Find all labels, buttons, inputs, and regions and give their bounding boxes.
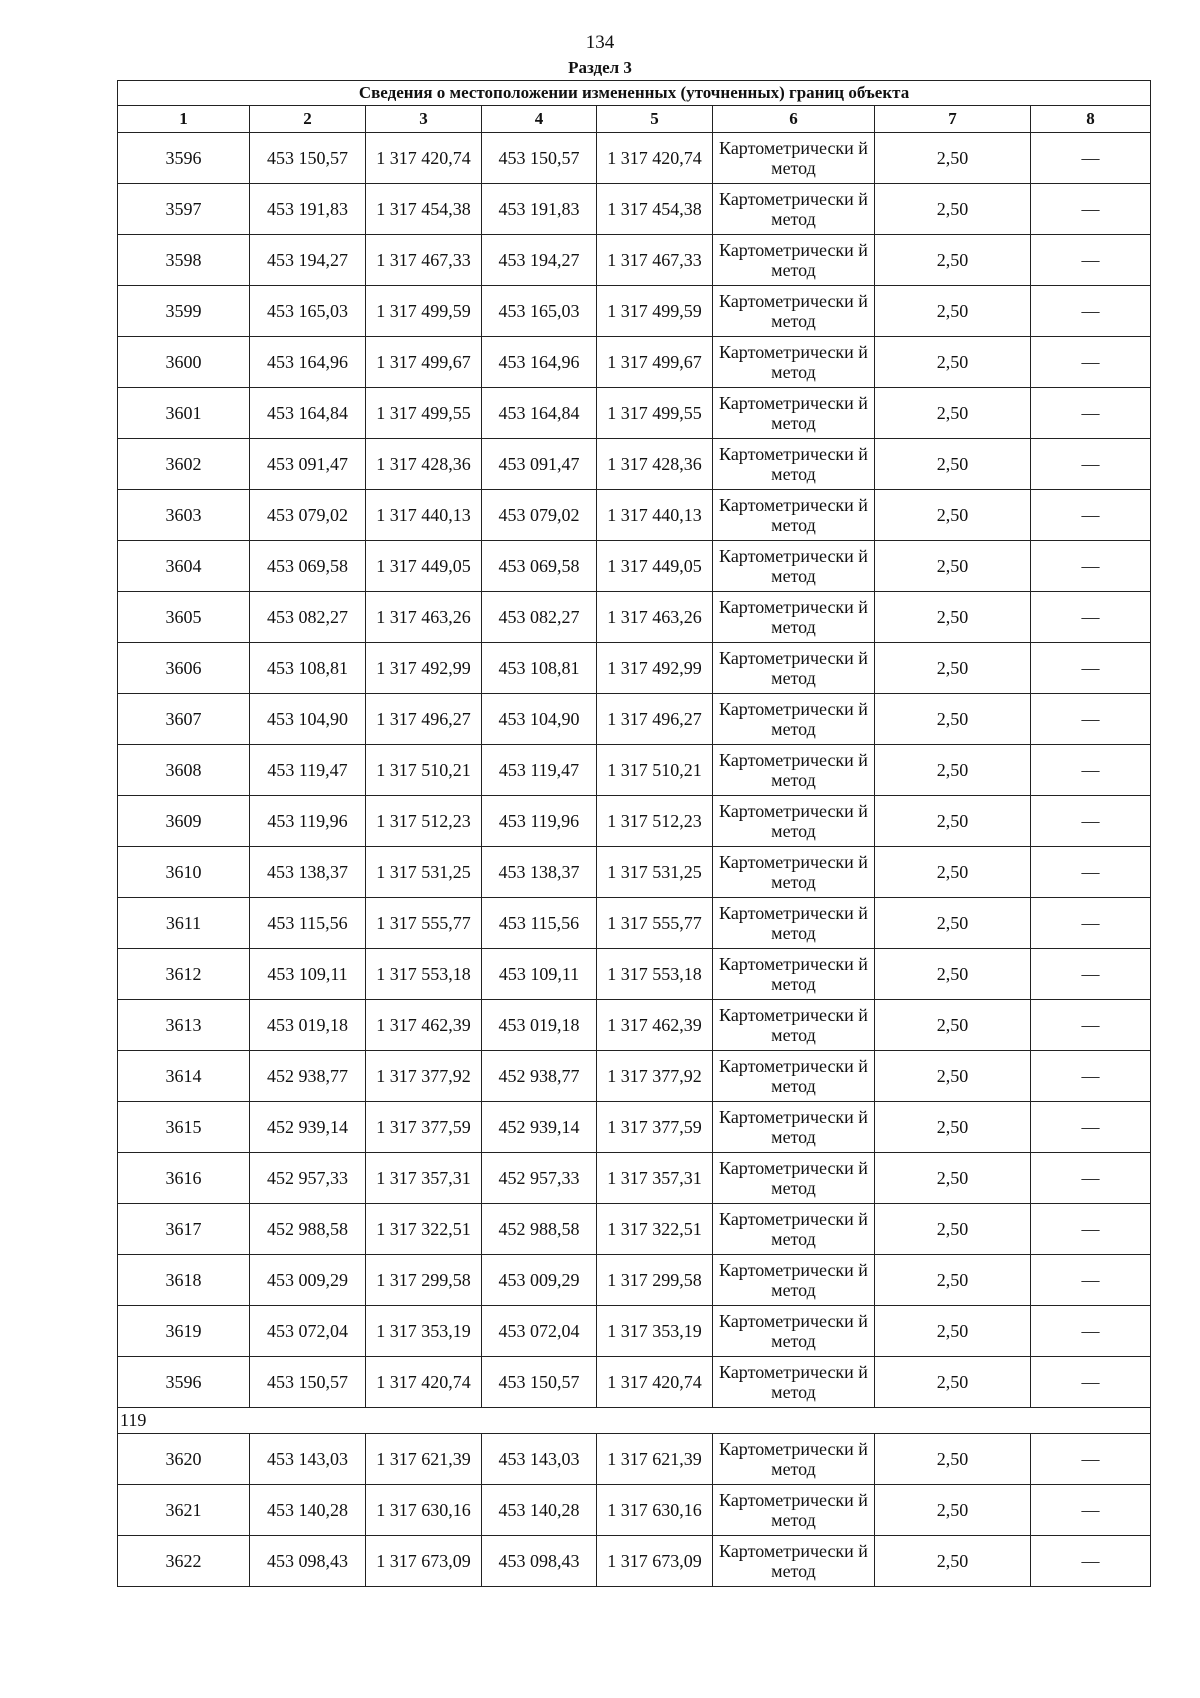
description-cell: — bbox=[1031, 1000, 1151, 1051]
x-new-cell: 452 939,14 bbox=[482, 1102, 597, 1153]
description-cell: — bbox=[1031, 235, 1151, 286]
y-existing-cell: 1 317 420,74 bbox=[366, 133, 482, 184]
method-cell: Картометрически й метод bbox=[713, 337, 875, 388]
x-new-cell: 453 009,29 bbox=[482, 1255, 597, 1306]
description-cell: — bbox=[1031, 490, 1151, 541]
precision-cell: 2,50 bbox=[875, 439, 1031, 490]
table-row bbox=[118, 184, 1151, 235]
point-number-cell: 3615 bbox=[118, 1102, 250, 1153]
y-new-cell: 1 317 454,38 bbox=[597, 184, 713, 235]
y-new-cell: 1 317 467,33 bbox=[597, 235, 713, 286]
section-title: Раздел 3 bbox=[568, 58, 632, 77]
point-number-cell: 3603 bbox=[118, 490, 250, 541]
x-existing-cell: 453 109,11 bbox=[250, 949, 366, 1000]
method-cell: Картометрически й метод bbox=[713, 184, 875, 235]
description-cell: — bbox=[1031, 133, 1151, 184]
y-existing-cell: 1 317 357,31 bbox=[366, 1153, 482, 1204]
y-existing-cell: 1 317 353,19 bbox=[366, 1306, 482, 1357]
method-cell: Картометрически й метод bbox=[713, 1102, 875, 1153]
method-cell: Картометрически й метод bbox=[713, 796, 875, 847]
method-cell: Картометрически й метод bbox=[713, 1255, 875, 1306]
precision-cell: 2,50 bbox=[875, 133, 1031, 184]
table-row bbox=[118, 1102, 1151, 1153]
point-number-cell: 3608 bbox=[118, 745, 250, 796]
method-cell: Картометрически й метод bbox=[713, 388, 875, 439]
precision-cell: 2,50 bbox=[875, 1204, 1031, 1255]
description-cell: — bbox=[1031, 745, 1151, 796]
table-row bbox=[118, 1204, 1151, 1255]
y-new-cell: 1 317 440,13 bbox=[597, 490, 713, 541]
y-existing-cell: 1 317 322,51 bbox=[366, 1204, 482, 1255]
precision-cell: 2,50 bbox=[875, 745, 1031, 796]
point-number-cell: 3609 bbox=[118, 796, 250, 847]
y-existing-cell: 1 317 377,92 bbox=[366, 1051, 482, 1102]
point-number-cell: 3607 bbox=[118, 694, 250, 745]
point-group-2 bbox=[118, 1434, 1151, 1587]
y-new-cell: 1 317 621,39 bbox=[597, 1434, 713, 1485]
page-number: 134 bbox=[585, 32, 615, 53]
y-new-cell: 1 317 353,19 bbox=[597, 1306, 713, 1357]
table-row bbox=[118, 1051, 1151, 1102]
x-new-cell: 453 082,27 bbox=[482, 592, 597, 643]
table-caption: Сведения о местоположении измененных (уточненных) границ объекта bbox=[118, 81, 1151, 106]
x-existing-cell: 452 988,58 bbox=[250, 1204, 366, 1255]
method-cell: Картометрически й метод bbox=[713, 490, 875, 541]
description-cell: — bbox=[1031, 1153, 1151, 1204]
y-existing-cell: 1 317 377,59 bbox=[366, 1102, 482, 1153]
y-existing-cell: 1 317 496,27 bbox=[366, 694, 482, 745]
table-row bbox=[118, 1153, 1151, 1204]
group-label: 119 bbox=[118, 1408, 1151, 1434]
description-cell: — bbox=[1031, 541, 1151, 592]
point-number-cell: 3616 bbox=[118, 1153, 250, 1204]
y-existing-cell: 1 317 499,59 bbox=[366, 286, 482, 337]
description-cell: — bbox=[1031, 898, 1151, 949]
y-existing-cell: 1 317 420,74 bbox=[366, 1357, 482, 1408]
precision-cell: 2,50 bbox=[875, 1153, 1031, 1204]
point-number-cell: 3620 bbox=[118, 1434, 250, 1485]
description-cell: — bbox=[1031, 847, 1151, 898]
coordinates-table bbox=[117, 80, 1151, 1587]
precision-cell: 2,50 bbox=[875, 541, 1031, 592]
y-existing-cell: 1 317 531,25 bbox=[366, 847, 482, 898]
column-number: 1 bbox=[118, 106, 250, 133]
x-existing-cell: 453 082,27 bbox=[250, 592, 366, 643]
table-row bbox=[118, 1536, 1151, 1587]
point-number-cell: 3612 bbox=[118, 949, 250, 1000]
y-new-cell: 1 317 428,36 bbox=[597, 439, 713, 490]
precision-cell: 2,50 bbox=[875, 1485, 1031, 1536]
x-new-cell: 453 115,56 bbox=[482, 898, 597, 949]
x-new-cell: 453 069,58 bbox=[482, 541, 597, 592]
table-row bbox=[118, 745, 1151, 796]
point-number-cell: 3606 bbox=[118, 643, 250, 694]
x-new-cell: 453 098,43 bbox=[482, 1536, 597, 1587]
y-new-cell: 1 317 555,77 bbox=[597, 898, 713, 949]
point-number-cell: 3605 bbox=[118, 592, 250, 643]
table-row bbox=[118, 898, 1151, 949]
description-cell: — bbox=[1031, 796, 1151, 847]
precision-cell: 2,50 bbox=[875, 1051, 1031, 1102]
description-cell: — bbox=[1031, 1051, 1151, 1102]
method-cell: Картометрически й метод bbox=[713, 133, 875, 184]
x-existing-cell: 453 098,43 bbox=[250, 1536, 366, 1587]
precision-cell: 2,50 bbox=[875, 1000, 1031, 1051]
method-cell: Картометрически й метод bbox=[713, 847, 875, 898]
y-new-cell: 1 317 449,05 bbox=[597, 541, 713, 592]
x-new-cell: 453 140,28 bbox=[482, 1485, 597, 1536]
y-new-cell: 1 317 499,55 bbox=[597, 388, 713, 439]
point-number-cell: 3604 bbox=[118, 541, 250, 592]
description-cell: — bbox=[1031, 949, 1151, 1000]
y-new-cell: 1 317 420,74 bbox=[597, 1357, 713, 1408]
column-number: 8 bbox=[1031, 106, 1151, 133]
x-existing-cell: 453 150,57 bbox=[250, 1357, 366, 1408]
table-row bbox=[118, 490, 1151, 541]
y-existing-cell: 1 317 467,33 bbox=[366, 235, 482, 286]
y-existing-cell: 1 317 553,18 bbox=[366, 949, 482, 1000]
x-existing-cell: 453 079,02 bbox=[250, 490, 366, 541]
table-row bbox=[118, 1306, 1151, 1357]
table-row bbox=[118, 235, 1151, 286]
x-existing-cell: 453 104,90 bbox=[250, 694, 366, 745]
x-existing-cell: 453 115,56 bbox=[250, 898, 366, 949]
table-row bbox=[118, 133, 1151, 184]
y-new-cell: 1 317 462,39 bbox=[597, 1000, 713, 1051]
method-cell: Картометрически й метод bbox=[713, 439, 875, 490]
table-row bbox=[118, 847, 1151, 898]
description-cell: — bbox=[1031, 1306, 1151, 1357]
description-cell: — bbox=[1031, 592, 1151, 643]
column-number: 7 bbox=[875, 106, 1031, 133]
point-number-cell: 3600 bbox=[118, 337, 250, 388]
x-new-cell: 453 108,81 bbox=[482, 643, 597, 694]
column-number: 4 bbox=[482, 106, 597, 133]
x-existing-cell: 453 164,84 bbox=[250, 388, 366, 439]
y-new-cell: 1 317 377,59 bbox=[597, 1102, 713, 1153]
y-existing-cell: 1 317 462,39 bbox=[366, 1000, 482, 1051]
y-existing-cell: 1 317 299,58 bbox=[366, 1255, 482, 1306]
precision-cell: 2,50 bbox=[875, 1102, 1031, 1153]
y-existing-cell: 1 317 440,13 bbox=[366, 490, 482, 541]
x-existing-cell: 453 009,29 bbox=[250, 1255, 366, 1306]
description-cell: — bbox=[1031, 1102, 1151, 1153]
point-number-cell: 3617 bbox=[118, 1204, 250, 1255]
x-new-cell: 453 150,57 bbox=[482, 133, 597, 184]
x-new-cell: 452 988,58 bbox=[482, 1204, 597, 1255]
method-cell: Картометрически й метод bbox=[713, 1357, 875, 1408]
y-existing-cell: 1 317 673,09 bbox=[366, 1536, 482, 1587]
x-existing-cell: 453 119,96 bbox=[250, 796, 366, 847]
x-existing-cell: 453 194,27 bbox=[250, 235, 366, 286]
y-existing-cell: 1 317 463,26 bbox=[366, 592, 482, 643]
y-existing-cell: 1 317 621,39 bbox=[366, 1434, 482, 1485]
table-caption-row bbox=[118, 81, 1151, 106]
y-new-cell: 1 317 553,18 bbox=[597, 949, 713, 1000]
precision-cell: 2,50 bbox=[875, 898, 1031, 949]
description-cell: — bbox=[1031, 1536, 1151, 1587]
column-number: 6 bbox=[713, 106, 875, 133]
description-cell: — bbox=[1031, 1434, 1151, 1485]
precision-cell: 2,50 bbox=[875, 592, 1031, 643]
precision-cell: 2,50 bbox=[875, 1357, 1031, 1408]
x-new-cell: 453 143,03 bbox=[482, 1434, 597, 1485]
x-existing-cell: 453 019,18 bbox=[250, 1000, 366, 1051]
group-row bbox=[118, 1408, 1151, 1434]
description-cell: — bbox=[1031, 1357, 1151, 1408]
x-existing-cell: 453 140,28 bbox=[250, 1485, 366, 1536]
x-existing-cell: 453 108,81 bbox=[250, 643, 366, 694]
y-new-cell: 1 317 630,16 bbox=[597, 1485, 713, 1536]
x-existing-cell: 453 143,03 bbox=[250, 1434, 366, 1485]
y-new-cell: 1 317 499,59 bbox=[597, 286, 713, 337]
y-existing-cell: 1 317 499,55 bbox=[366, 388, 482, 439]
x-new-cell: 453 194,27 bbox=[482, 235, 597, 286]
method-cell: Картометрически й метод bbox=[713, 592, 875, 643]
column-number: 3 bbox=[366, 106, 482, 133]
method-cell: Картометрически й метод bbox=[713, 643, 875, 694]
precision-cell: 2,50 bbox=[875, 184, 1031, 235]
precision-cell: 2,50 bbox=[875, 1255, 1031, 1306]
y-existing-cell: 1 317 454,38 bbox=[366, 184, 482, 235]
point-number-cell: 3596 bbox=[118, 133, 250, 184]
x-new-cell: 453 119,96 bbox=[482, 796, 597, 847]
y-new-cell: 1 317 510,21 bbox=[597, 745, 713, 796]
precision-cell: 2,50 bbox=[875, 796, 1031, 847]
description-cell: — bbox=[1031, 1485, 1151, 1536]
precision-cell: 2,50 bbox=[875, 388, 1031, 439]
y-existing-cell: 1 317 499,67 bbox=[366, 337, 482, 388]
precision-cell: 2,50 bbox=[875, 286, 1031, 337]
x-new-cell: 453 109,11 bbox=[482, 949, 597, 1000]
point-number-cell: 3601 bbox=[118, 388, 250, 439]
method-cell: Картометрически й метод bbox=[713, 1204, 875, 1255]
description-cell: — bbox=[1031, 1204, 1151, 1255]
point-number-cell: 3610 bbox=[118, 847, 250, 898]
y-new-cell: 1 317 512,23 bbox=[597, 796, 713, 847]
y-existing-cell: 1 317 492,99 bbox=[366, 643, 482, 694]
y-existing-cell: 1 317 630,16 bbox=[366, 1485, 482, 1536]
table-row bbox=[118, 949, 1151, 1000]
point-number-cell: 3622 bbox=[118, 1536, 250, 1587]
y-new-cell: 1 317 322,51 bbox=[597, 1204, 713, 1255]
method-cell: Картометрически й метод bbox=[713, 1434, 875, 1485]
method-cell: Картометрически й метод bbox=[713, 694, 875, 745]
table-row bbox=[118, 796, 1151, 847]
column-number-row bbox=[118, 106, 1151, 133]
method-cell: Картометрически й метод bbox=[713, 1485, 875, 1536]
y-new-cell: 1 317 463,26 bbox=[597, 592, 713, 643]
precision-cell: 2,50 bbox=[875, 1434, 1031, 1485]
column-number: 2 bbox=[250, 106, 366, 133]
y-existing-cell: 1 317 510,21 bbox=[366, 745, 482, 796]
x-existing-cell: 453 119,47 bbox=[250, 745, 366, 796]
y-new-cell: 1 317 299,58 bbox=[597, 1255, 713, 1306]
x-new-cell: 453 119,47 bbox=[482, 745, 597, 796]
point-number-cell: 3596 bbox=[118, 1357, 250, 1408]
x-existing-cell: 453 069,58 bbox=[250, 541, 366, 592]
x-new-cell: 453 150,57 bbox=[482, 1357, 597, 1408]
x-new-cell: 453 164,84 bbox=[482, 388, 597, 439]
table-row bbox=[118, 388, 1151, 439]
method-cell: Картометрически й метод bbox=[713, 745, 875, 796]
method-cell: Картометрически й метод bbox=[713, 235, 875, 286]
method-cell: Картометрически й метод bbox=[713, 541, 875, 592]
x-existing-cell: 453 091,47 bbox=[250, 439, 366, 490]
x-existing-cell: 452 957,33 bbox=[250, 1153, 366, 1204]
precision-cell: 2,50 bbox=[875, 643, 1031, 694]
point-number-cell: 3599 bbox=[118, 286, 250, 337]
x-existing-cell: 453 165,03 bbox=[250, 286, 366, 337]
table-row bbox=[118, 694, 1151, 745]
description-cell: — bbox=[1031, 643, 1151, 694]
method-cell: Картометрически й метод bbox=[713, 1051, 875, 1102]
table-row bbox=[118, 1485, 1151, 1536]
precision-cell: 2,50 bbox=[875, 337, 1031, 388]
point-number-cell: 3618 bbox=[118, 1255, 250, 1306]
column-number: 5 bbox=[597, 106, 713, 133]
x-existing-cell: 453 138,37 bbox=[250, 847, 366, 898]
point-number-cell: 3611 bbox=[118, 898, 250, 949]
y-existing-cell: 1 317 449,05 bbox=[366, 541, 482, 592]
point-number-cell: 3619 bbox=[118, 1306, 250, 1357]
table-row bbox=[118, 541, 1151, 592]
method-cell: Картометрически й метод bbox=[713, 1153, 875, 1204]
description-cell: — bbox=[1031, 439, 1151, 490]
y-existing-cell: 1 317 512,23 bbox=[366, 796, 482, 847]
precision-cell: 2,50 bbox=[875, 1306, 1031, 1357]
point-number-cell: 3598 bbox=[118, 235, 250, 286]
precision-cell: 2,50 bbox=[875, 694, 1031, 745]
precision-cell: 2,50 bbox=[875, 235, 1031, 286]
point-number-cell: 3621 bbox=[118, 1485, 250, 1536]
precision-cell: 2,50 bbox=[875, 1536, 1031, 1587]
x-existing-cell: 452 939,14 bbox=[250, 1102, 366, 1153]
x-new-cell: 453 019,18 bbox=[482, 1000, 597, 1051]
y-existing-cell: 1 317 428,36 bbox=[366, 439, 482, 490]
method-cell: Картометрически й метод bbox=[713, 898, 875, 949]
y-new-cell: 1 317 496,27 bbox=[597, 694, 713, 745]
x-new-cell: 453 072,04 bbox=[482, 1306, 597, 1357]
table-row bbox=[118, 1255, 1151, 1306]
x-existing-cell: 453 150,57 bbox=[250, 133, 366, 184]
point-number-cell: 3613 bbox=[118, 1000, 250, 1051]
y-new-cell: 1 317 531,25 bbox=[597, 847, 713, 898]
description-cell: — bbox=[1031, 337, 1151, 388]
description-cell: — bbox=[1031, 286, 1151, 337]
x-new-cell: 453 138,37 bbox=[482, 847, 597, 898]
y-existing-cell: 1 317 555,77 bbox=[366, 898, 482, 949]
table-row bbox=[118, 337, 1151, 388]
x-existing-cell: 453 191,83 bbox=[250, 184, 366, 235]
point-number-cell: 3614 bbox=[118, 1051, 250, 1102]
x-new-cell: 452 957,33 bbox=[482, 1153, 597, 1204]
y-new-cell: 1 317 492,99 bbox=[597, 643, 713, 694]
y-new-cell: 1 317 673,09 bbox=[597, 1536, 713, 1587]
precision-cell: 2,50 bbox=[875, 949, 1031, 1000]
table-row bbox=[118, 1434, 1151, 1485]
point-number-cell: 3597 bbox=[118, 184, 250, 235]
method-cell: Картометрически й метод bbox=[713, 1306, 875, 1357]
description-cell: — bbox=[1031, 694, 1151, 745]
method-cell: Картометрически й метод bbox=[713, 286, 875, 337]
x-existing-cell: 453 072,04 bbox=[250, 1306, 366, 1357]
table-row bbox=[118, 439, 1151, 490]
table-row bbox=[118, 643, 1151, 694]
description-cell: — bbox=[1031, 388, 1151, 439]
method-cell: Картометрически й метод bbox=[713, 1000, 875, 1051]
x-new-cell: 453 104,90 bbox=[482, 694, 597, 745]
table-row bbox=[118, 286, 1151, 337]
method-cell: Картометрически й метод bbox=[713, 949, 875, 1000]
y-new-cell: 1 317 377,92 bbox=[597, 1051, 713, 1102]
x-new-cell: 453 164,96 bbox=[482, 337, 597, 388]
x-existing-cell: 453 164,96 bbox=[250, 337, 366, 388]
precision-cell: 2,50 bbox=[875, 847, 1031, 898]
point-number-cell: 3602 bbox=[118, 439, 250, 490]
x-new-cell: 453 091,47 bbox=[482, 439, 597, 490]
method-cell: Картометрически й метод bbox=[713, 1536, 875, 1587]
table-row bbox=[118, 1357, 1151, 1408]
x-existing-cell: 452 938,77 bbox=[250, 1051, 366, 1102]
x-new-cell: 453 191,83 bbox=[482, 184, 597, 235]
precision-cell: 2,50 bbox=[875, 490, 1031, 541]
point-group-1 bbox=[118, 133, 1151, 1408]
group-separator bbox=[118, 1408, 1151, 1434]
table-row bbox=[118, 1000, 1151, 1051]
y-new-cell: 1 317 420,74 bbox=[597, 133, 713, 184]
description-cell: — bbox=[1031, 184, 1151, 235]
description-cell: — bbox=[1031, 1255, 1151, 1306]
y-new-cell: 1 317 499,67 bbox=[597, 337, 713, 388]
x-new-cell: 453 165,03 bbox=[482, 286, 597, 337]
x-new-cell: 453 079,02 bbox=[482, 490, 597, 541]
x-new-cell: 452 938,77 bbox=[482, 1051, 597, 1102]
y-new-cell: 1 317 357,31 bbox=[597, 1153, 713, 1204]
table-row bbox=[118, 592, 1151, 643]
